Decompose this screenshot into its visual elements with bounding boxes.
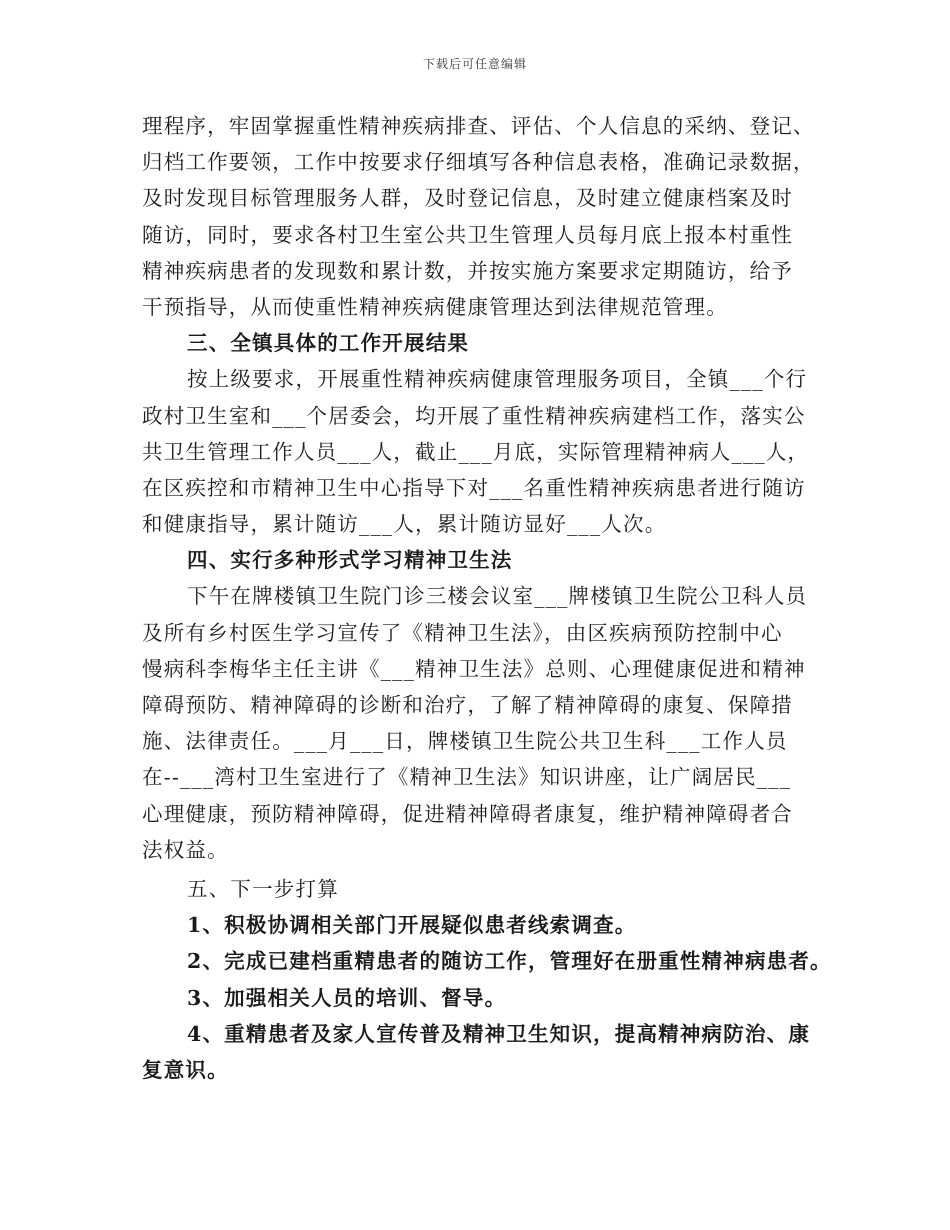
text-line: 政村卫生室和___个居委会，均开展了重性精神疾病建档工作，落实公 [142,403,806,428]
text-line: 按上级要求，开展重性精神疾病健康管理服务项目，全镇___个行 [187,367,808,392]
text-line: 下午在牌楼镇卫生院门诊三楼会议室___牌楼镇卫生院公卫科人员 [187,584,808,609]
document-body [142,108,832,1088]
section-heading: 五、下一步打算 [187,876,339,901]
section-five [142,871,832,1088]
text-line: 理程序，牢固掌握重性精神疾病排查、评估、个人信息的采纳、登记、 [142,114,815,138]
text-line: 施、法律责任。___月___日，牌楼镇卫生院公共卫生科___工作人员 [142,729,788,754]
text-line: 随访，同时，要求各村卫生室公共卫生管理人员每月底上报本村重性 [142,222,793,247]
text-line: 归档工作要领，工作中按要求仔细填写各种信息表格，准确记录数据， [142,150,815,175]
plan-item: 4、重精患者及家人宣传普及精神卫生知识，提高精神病防治、康 [187,1021,811,1046]
plan-item-continuation: 复意识。 [142,1057,229,1082]
text-line: 慢病科李梅华主任主讲《___精神卫生法》总则、心理健康促进和精神 [142,656,806,681]
text-line: 共卫生管理工作人员___人，截止___月底，实际管理精神病人___人， [142,439,810,464]
section-heading: 三、全镇具体的工作开展结果 [187,331,470,356]
paragraph-program [142,108,818,325]
text-line: 和健康指导，累计随访___人，累计随访显好___人次。 [142,512,667,537]
text-line: 干预指导，从而使重性精神疾病健康管理达到法律规范管理。 [142,294,728,319]
plan-item: 3、加强相关人员的培训、督导。 [187,985,507,1010]
text-line: 障碍预防、精神障碍的诊断和治疗，了解了精神障碍的康复、保障措 [142,693,793,717]
text-line: 在--___湾村卫生室进行了《精神卫生法》知识讲座，让广阔居民___ [142,765,792,790]
text-line: 法权益。 [142,837,229,862]
page-header-note: 下载后可任意编辑 [422,57,527,71]
section-four [142,542,818,868]
text-line: 在区疾控和市精神卫生中心指导下对___名重性精神疾病患者进行随访 [142,475,806,500]
text-line: 心理健康，预防精神障碍，促进精神障碍者康复，维护精神障碍者合 [142,801,793,826]
plan-item: 2、完成已建档重精患者的随访工作，管理好在册重性精神病患者。 [187,949,832,974]
plan-item: 1、积极协调相关部门开展疑似患者线索调查。 [187,913,637,938]
text-line: 精神疾病患者的发现数和累计数，并按实施方案要求定期随访，给予 [142,258,793,283]
section-three [142,325,818,542]
text-line: 及时发现目标管理服务人群，及时登记信息，及时建立健康档案及时 [142,186,793,211]
section-heading: 四、实行多种形式学习精神卫生法 [187,548,513,573]
text-line: 及所有乡村医生学习宣传了《精神卫生法》，由区疾病预防控制中心 [142,620,783,645]
